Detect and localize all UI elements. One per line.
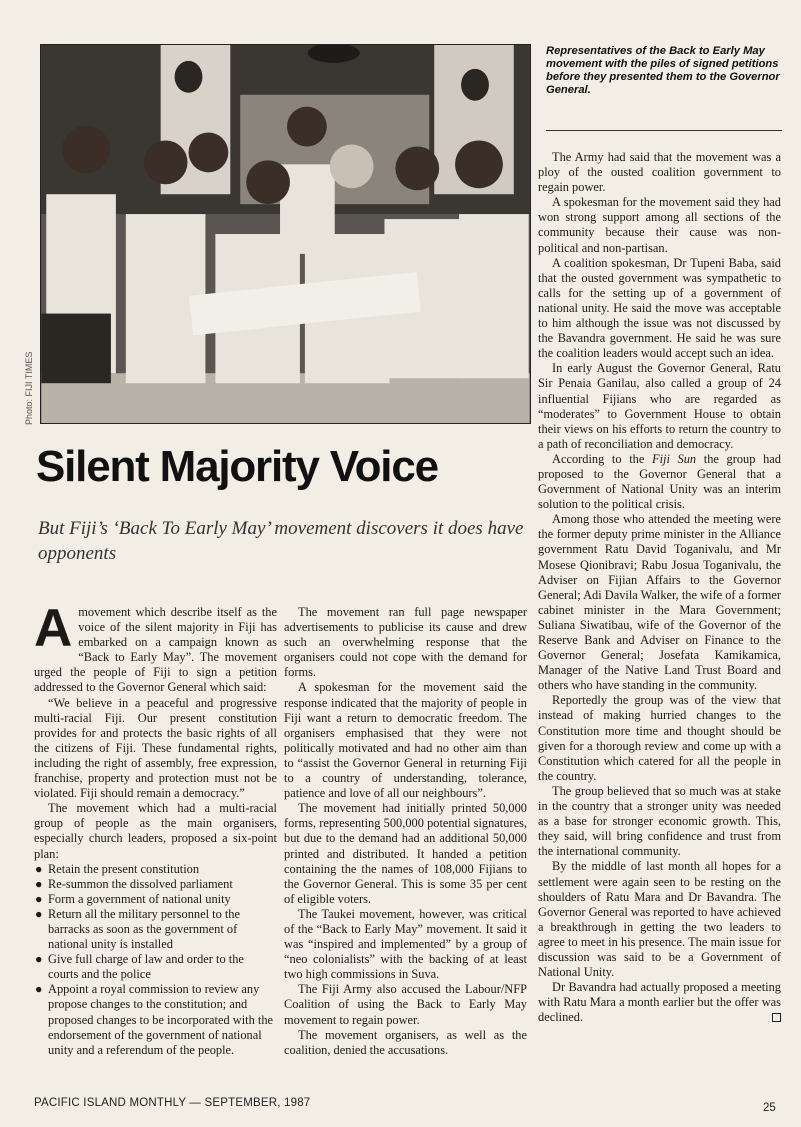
bullet-icon: ● (35, 876, 43, 891)
end-mark-icon (772, 1013, 781, 1022)
article-paragraph: The movement had initially printed 50,000 forms, representing 500,000 potential signatures, but due to the demand had an additional 50,000 printed and distributed. It handed a petition containing the the names of 108,000 Fijians to the Governor General. This is some 35 per cent of eligible voters. (284, 801, 527, 906)
article-column-2 (284, 605, 527, 1058)
article-paragraph: The movement ran full page newspaper advertisements to publicise its cause and drew such an overwhelming response that the organisers could not cope with the demand for forms. (284, 605, 527, 680)
list-item (34, 892, 277, 907)
article-paragraph: A coalition spokesman, Dr Tupeni Baba, said that the ousted government was sympathetic to calls for the setting up of a government of national unity. He said the move was acceptable to him although the issue was not discussed by the Bavandra government. He said he was sure the coalition leaders would accept such an idea. (538, 255, 781, 361)
article-paragraph: A spokesman for the movement said they had won strong support among all sections of the community because their cause was non-political and non-partisan. (538, 195, 781, 255)
publication-footer: PACIFIC ISLAND MONTHLY — SEPTEMBER, 1987 (34, 1097, 311, 1109)
list-item (34, 877, 277, 892)
article-paragraph: Reportedly the group was of the view that instead of making hurried changes to the Constitution more time and thought should be given for a thorough review and come up with a Constitution which catered for all the people in the country. (538, 693, 781, 783)
photo-image (41, 45, 530, 423)
article-paragraph: The Army had said that the movement was a ploy of the ousted coalition government to regain power. (538, 150, 781, 195)
bullet-icon: ● (35, 891, 43, 906)
article-paragraph: The Taukei movement, however, was critical of the “Back to Early May” movement. It said it was “inspired and implemented” by a group of “neo colonialists” with the backing of at least two high commissions in Suva. (284, 906, 527, 982)
article-column-3 (538, 150, 781, 1025)
article-paragraph: The movement organisers, as well as the coalition, denied the accusations. (284, 1027, 527, 1057)
article-paragraph (538, 980, 781, 1025)
bullet-icon: ● (35, 952, 43, 967)
paragraph-text: According to the (552, 451, 652, 466)
list-item-text: Return all the military personnel to the barracks as soon as the government of national unity is installed (48, 906, 241, 952)
list-item (34, 982, 277, 1057)
list-item (34, 907, 277, 952)
article-paragraph (538, 452, 781, 512)
paragraph-text: Dr Bavandra had actually proposed a meeting with Ratu Mara a month earlier but the offer was declined. (538, 980, 781, 1025)
group-photo (40, 44, 531, 424)
list-item-text: Re-summon the dissolved parliament (48, 876, 233, 891)
paragraph-text: movement which describe itself as the voice of the silent majority in Fiji has embarked on a campaign known as “Back to Early May”. The movement urged the people of Fiji to sign a petition addressed to the Governor General which said: (34, 605, 277, 695)
newspaper-name: Fiji Sun (652, 451, 697, 466)
list-item-text: Appoint a royal commission to review any propose changes to the constitution; and proposed changes to be incorporated with the endorsement of the government of national unity and a referendum of the people. (48, 982, 274, 1057)
article-standfirst: But Fiji’s ‘Back To Early May’ movement discovers it does have opponents (38, 518, 524, 564)
bullet-icon: ● (35, 906, 43, 921)
list-item-text: Form a government of national unity (48, 891, 231, 906)
article-paragraph: The group believed that so much was at stake in the country that a stronger unity was needed as a base for stronger economic growth. This, they said, will bring confidence and trust from the international community. (538, 783, 781, 859)
photo-caption: Representatives of the Back to Early May movement with the piles of signed petitions before they presented them to the Governor General. (546, 45, 780, 96)
article-paragraph: By the middle of last month all hopes for a settlement were again seen to be resting on the shoulders of Ratu Mara and Dr Bavandra. The Governor General was reported to have achieved a breakthrough in getting the two leaders to agree to meet in his presence. The main issue for discussion was said to be a Government of National Unity. (538, 859, 781, 980)
drop-cap: A (34, 599, 73, 658)
article-headline: Silent Majority Voice (36, 442, 438, 491)
article-paragraph: Among those who attended the meeting were the former deputy prime minister in the Alliance government Ratu David Toganivalu, and Mr Mosese Qionibravi; Rabu Josua Toganivalu, the Adviser on Fijian Affairs to the Governor General; Adi Davila Walker, the wife of a former cabinet minister in the Mara Government; Suliana Siwatibau, wife of the Governor of the Reserve Bank and Adviser on Finance to the Governor General; Josefata Kamikamica, Manager of the Native Land Trust Board and others who have standing in the community. (538, 512, 781, 693)
list-item-text: Give full charge of law and order to the courts and the police (48, 952, 244, 982)
list-item-text: Retain the present constitution (48, 861, 200, 876)
page-number: 25 (763, 1102, 776, 1114)
article-paragraph (34, 599, 277, 696)
article-paragraph: The movement which had a multi-racial group of people as the main organisers, especially church leaders, proposed a six-point plan: (34, 801, 277, 861)
list-item (34, 952, 277, 982)
article-paragraph: The Fiji Army also accused the Labour/NFP Coalition of using the Back to Early May movement to regain power. (284, 982, 527, 1027)
caption-divider (546, 130, 782, 131)
bullet-icon: ● (35, 982, 43, 997)
article-paragraph: “We believe in a peaceful and progressive multi-racial Fiji. Our present constitution provides for and protects the basic rights of all the citizens of Fiji. These fundamental rights, including the right of assembly, free expression, franchise, property and protection must not be violated. Fiji should remain a democracy.” (34, 695, 277, 801)
list-item (34, 862, 277, 877)
bullet-icon: ● (35, 861, 43, 876)
article-paragraph: In early August the Governor General, Ratu Sir Penaia Ganilau, also called a group of 24 influential Fijians who are regarded as “moderates” to Government House to obtain their views on his efforts to return the country to a path of reconciliation and democracy. (538, 361, 781, 451)
six-point-plan-list (34, 862, 277, 1058)
article-column-1 (34, 599, 277, 1058)
paragraph-text: the group had proposed to the Governor General that a Government of National Unity was an interim solution to the political crisis. (538, 451, 781, 512)
photo-credit: Photo: FIJI TIMES (24, 351, 34, 425)
article-paragraph: A spokesman for the movement said the response indicated that the majority of people in Fiji want a return to democratic freedom. The organisers emphasised that they were not politically motivated and had no other aim than to “assist the Governor General in returning Fiji to a country of understanding, tolerance, patience and love of all our neighbours”. (284, 680, 527, 801)
